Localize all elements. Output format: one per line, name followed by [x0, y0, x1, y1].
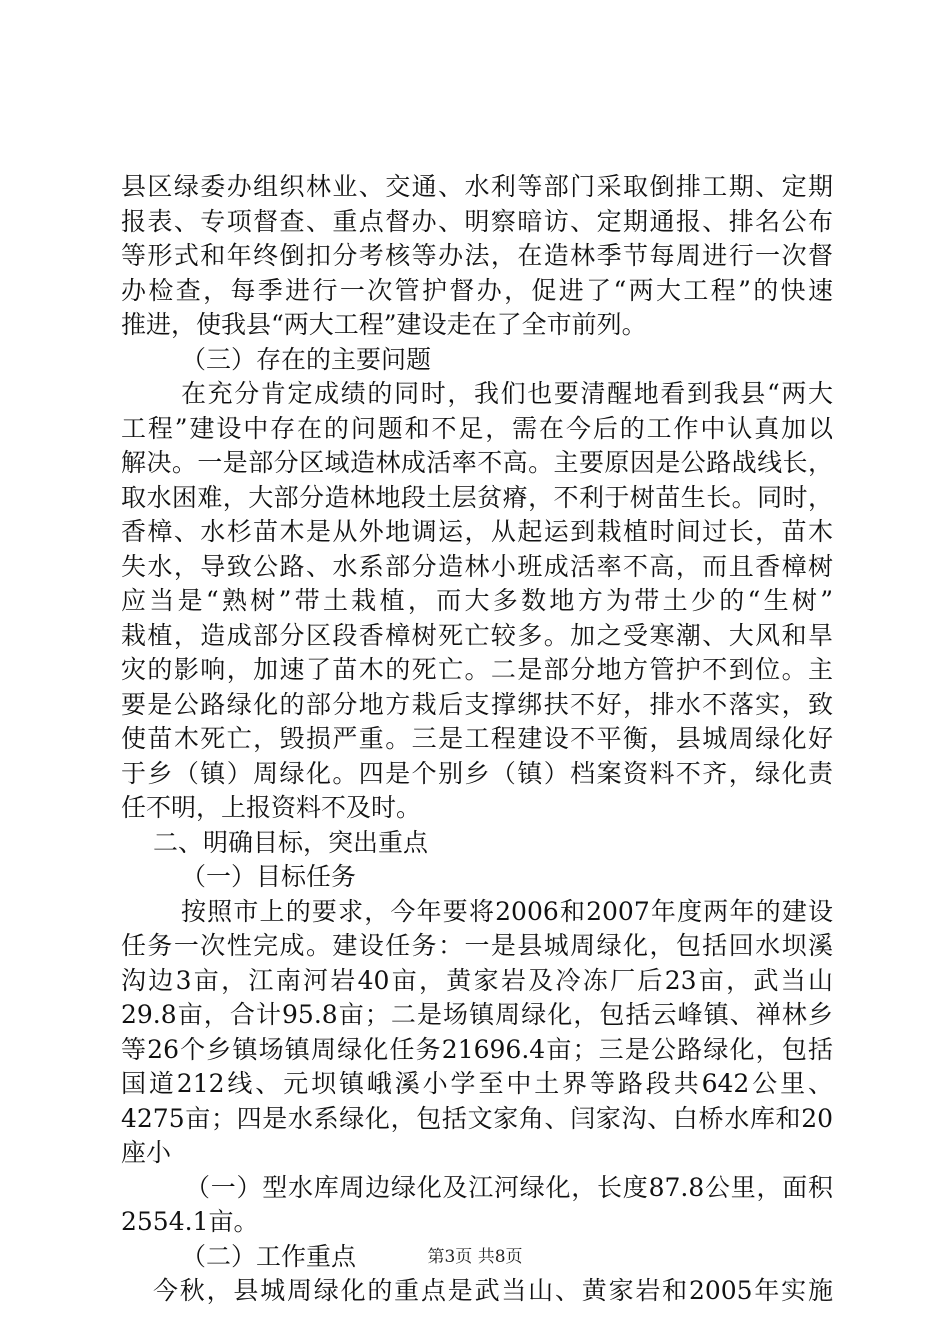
- body-line: 栽植，造成部分区段香樟树死亡较多。加之受寒潮、大风和旱: [121, 620, 833, 650]
- body-line: 失水，导致公路、水系部分造林小班成活率不高，而且香樟树: [121, 551, 833, 581]
- body-line: 灾的影响，加速了苗木的死亡。二是部分地方管护不到位。主: [121, 655, 833, 684]
- body-line: 工程”建设中存在的问题和不足，需在今后的工作中认真加以: [121, 413, 833, 443]
- body-line: 推进，使我县“两大工程”建设走在了全市前列。: [121, 310, 647, 339]
- section-heading: （三）存在的主要问题: [181, 344, 432, 374]
- subsection-heading: （一）目标任务: [181, 862, 357, 891]
- body-line: 报表、专项督查、重点督办、明察暗访、定期通报、排名公布: [121, 206, 833, 236]
- body-line: 解决。一是部分区域造林成活率不高。主要原因是公路战线长，: [121, 448, 833, 477]
- body-line: 于乡（镇）周绿化。四是个别乡（镇）档案资料不齐，绿化责: [121, 758, 833, 788]
- body-line: 座小: [121, 1138, 172, 1167]
- body-line: 4275亩；四是水系绿化，包括文家角、闫家沟、白桥水库和20: [121, 1103, 833, 1133]
- body-line: 国道212线、元坝镇峨溪小学至中土界等路段共642公里、: [121, 1069, 833, 1098]
- body-line: 29.8亩，合计95.8亩；二是场镇周绿化，包括云峰镇、禅林乡: [121, 1000, 833, 1029]
- body-line: 使苗木死亡，毁损严重。三是工程建设不平衡，县城周绿化好: [121, 724, 833, 753]
- body-line: 任务一次性完成。建设任务：一是县城周绿化，包括回水坝溪: [121, 931, 833, 960]
- body-line: 等26个乡镇场镇周绿化任务21696.4亩；三是公路绿化，包括: [121, 1034, 833, 1064]
- body-line: 要是公路绿化的部分地方栽后支撑绑扶不好，排水不落实，致: [121, 689, 833, 719]
- section-heading: 二、明确目标，突出重点: [153, 827, 429, 857]
- body-line: 2554.1亩。: [121, 1207, 259, 1236]
- body-line: 在充分肯定成绩的同时，我们也要清醒地看到我县“两大: [181, 379, 833, 408]
- document-body: [121, 170, 833, 1309]
- body-line: （一）型水库周边绿化及江河绿化，长度87.8公里，面积: [185, 1172, 833, 1202]
- body-line: 县区绿委办组织林业、交通、水利等部门采取倒排工期、定期: [121, 172, 833, 201]
- body-line: 取水困难，大部分造林地段土层贫瘠，不利于树苗生长。同时，: [121, 482, 833, 512]
- body-line: 按照市上的要求，今年要将2006和2007年度两年的建设: [181, 896, 833, 926]
- body-line: 办检查，每季进行一次管护督办，促进了“两大工程”的快速: [121, 275, 833, 305]
- subsection-heading: （二）工作重点: [181, 1241, 357, 1271]
- body-line: 沟边3亩，江南河岩40亩，黄家岩及冷冻厂后23亩，武当山: [121, 965, 833, 995]
- body-line: 应当是“熟树”带土栽植，而大多数地方为带土少的“生树”: [121, 586, 833, 615]
- page-footer: 第3页 共8页: [427, 1247, 523, 1267]
- body-line: 香樟、水杉苗木是从外地调运，从起运到栽植时间过长，苗木: [121, 517, 833, 546]
- body-line: 任不明，上报资料不及时。: [121, 793, 422, 822]
- body-line: 今秋，县城周绿化的重点是武当山、黄家岩和2005年实施: [153, 1276, 833, 1305]
- body-line: 等形式和年终倒扣分考核等办法，在造林季节每周进行一次督: [121, 241, 833, 270]
